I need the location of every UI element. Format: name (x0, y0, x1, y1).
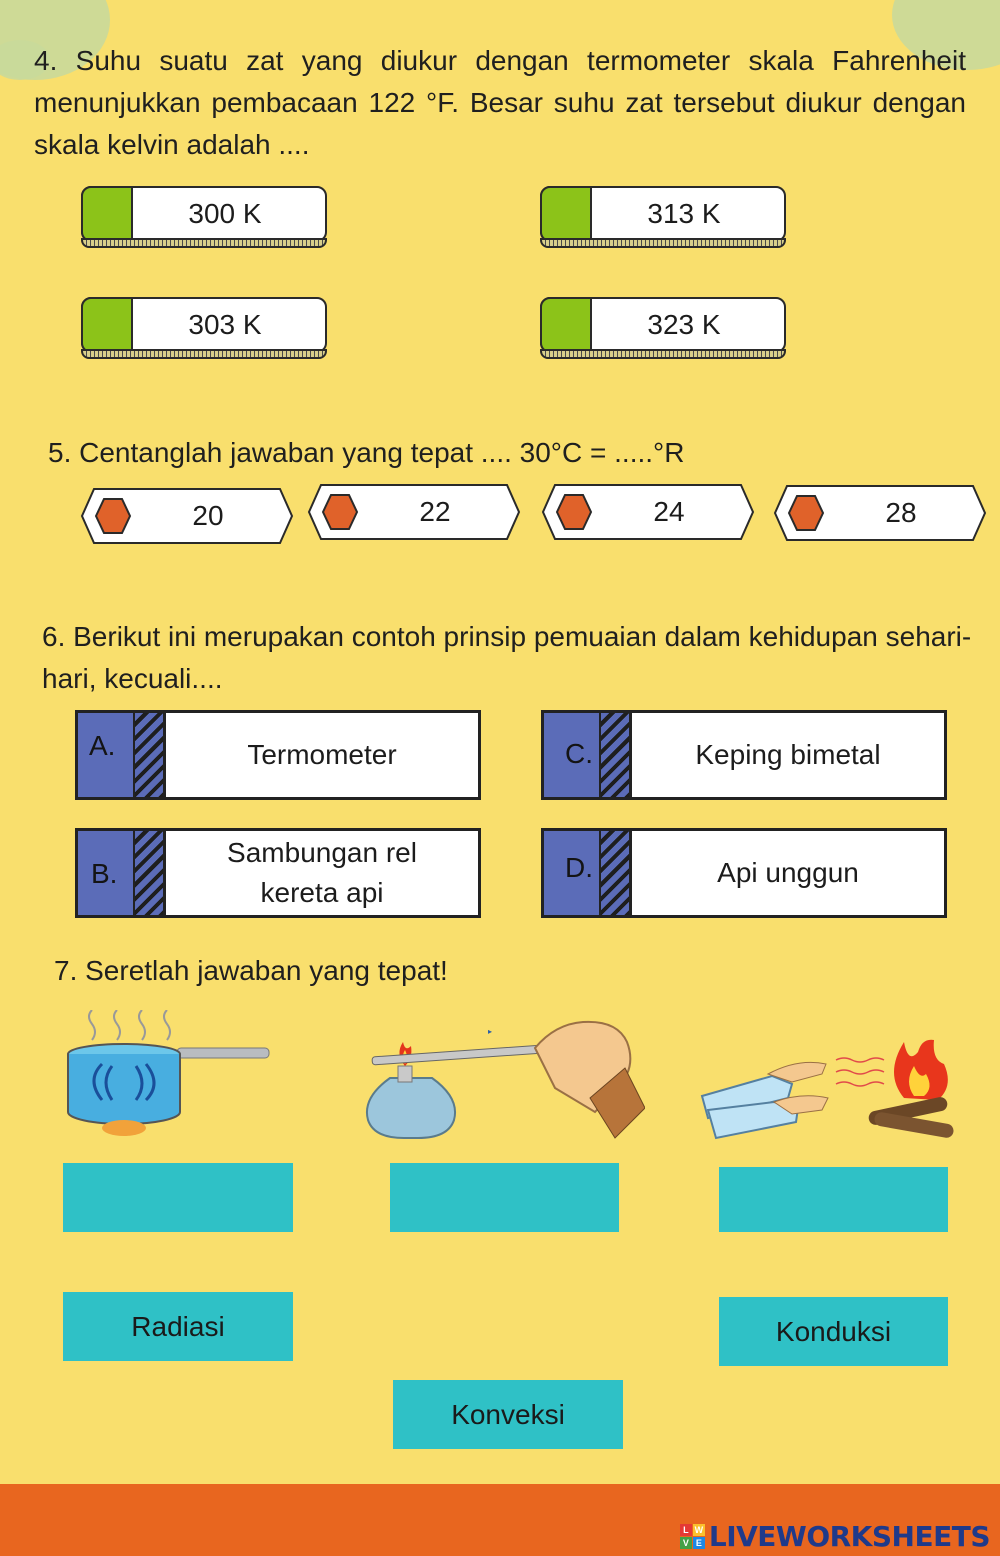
option-letter: D. (565, 852, 593, 883)
question-7-text: 7. Seretlah jawaban yang tepat! (54, 955, 448, 986)
option-text: Api unggun (629, 828, 947, 918)
q5-option-24[interactable] (541, 483, 755, 541)
svg-text:▸: ▸ (488, 1027, 493, 1036)
hexagon-checkbox-icon (96, 499, 130, 533)
liveworksheets-logo-icon: L W V E (680, 1524, 705, 1549)
option-letter: C. (565, 738, 593, 769)
q5-option-22[interactable] (307, 483, 521, 541)
drop-target-radiation[interactable] (719, 1167, 948, 1232)
q4-option-323k[interactable] (540, 297, 786, 361)
q4-option-303k[interactable] (81, 297, 327, 361)
brand-text: LIVEWORKSHEETS (708, 1519, 990, 1553)
hexagon-checkbox-icon (789, 496, 823, 530)
option-label: 313 K (647, 198, 721, 229)
option-label: 28 (885, 497, 917, 528)
option-label: 303 K (188, 309, 262, 340)
q6-option-b[interactable] (75, 828, 481, 918)
option-checkbox[interactable] (81, 186, 133, 242)
hexagon-checkbox-icon (323, 495, 357, 529)
q4-option-300k[interactable] (81, 186, 327, 250)
answer-konveksi[interactable]: Konveksi (393, 1380, 623, 1449)
q6-option-d[interactable] (541, 828, 947, 918)
conduction-rod-illustration (360, 1018, 645, 1148)
option-checkbox[interactable] (540, 297, 592, 353)
option-label: 300 K (188, 198, 262, 229)
option-label: 20 (192, 500, 224, 531)
radiation-fire-illustration (698, 1026, 960, 1142)
option-text: Sambungan rel kereta api (163, 828, 481, 918)
answer-konduksi[interactable]: Konduksi (719, 1297, 948, 1366)
q5-option-20[interactable] (80, 487, 294, 545)
option-text: Termometer (163, 710, 481, 800)
question-6-text: 6. Berikut ini merupakan contoh prinsip pemuaian dalam kehidupan sehari-hari, kecuali.... (42, 621, 972, 694)
option-text: Keping bimetal (629, 710, 947, 800)
option-label: 22 (419, 496, 451, 527)
question-4-text: 4. Suhu suatu zat yang diukur dengan termometer skala Fahrenheit menunjukkan pembacaan 122 °F. Besar suhu zat tersebut diukur dengan skala kelvin adalah .... (34, 45, 966, 160)
q5-option-28[interactable] (773, 484, 987, 542)
drop-target-conduction[interactable] (390, 1163, 619, 1232)
option-label: 24 (653, 496, 685, 527)
q4-option-313k[interactable] (540, 186, 786, 250)
option-letter: A. (89, 730, 116, 761)
answer-radiasi[interactable]: Radiasi (63, 1292, 293, 1361)
option-checkbox[interactable] (81, 297, 133, 353)
question-5-text: 5. Centanglah jawaban yang tepat .... 30°C = .....°R (48, 437, 685, 468)
convection-pot-illustration (62, 1010, 272, 1140)
q6-option-c[interactable] (541, 710, 947, 800)
drop-target-convection[interactable] (63, 1163, 293, 1232)
hexagon-checkbox-icon (557, 495, 591, 529)
q6-option-a[interactable] (75, 710, 481, 800)
liveworksheets-brand[interactable] (680, 1518, 990, 1554)
option-checkbox[interactable] (540, 186, 592, 242)
option-letter: B. (91, 858, 118, 889)
option-label: 323 K (647, 309, 721, 340)
